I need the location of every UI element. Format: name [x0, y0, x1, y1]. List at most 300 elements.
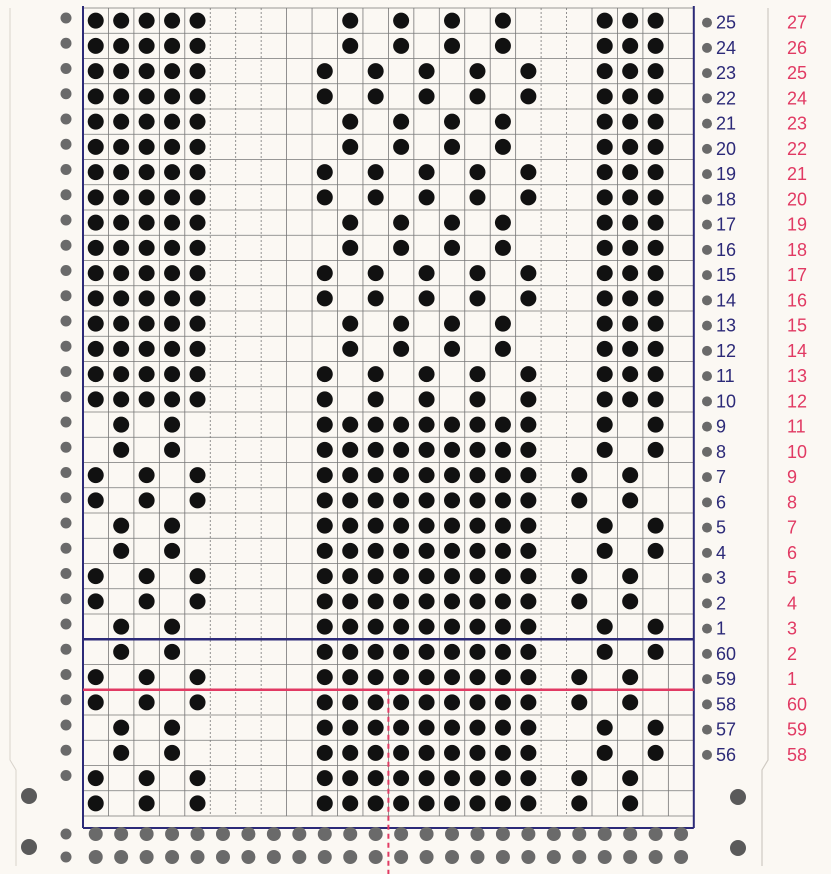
- sprocket-hole-right: [702, 194, 712, 204]
- sprocket-hole-right: [702, 472, 712, 482]
- row-number-secondary: 4: [787, 593, 798, 614]
- punched-hole: [419, 745, 435, 761]
- row-number-secondary: 59: [787, 719, 808, 740]
- punched-hole: [393, 795, 409, 811]
- row-number-secondary: 60: [787, 694, 808, 715]
- punched-hole: [571, 669, 587, 685]
- sprocket-hole-bottom: [318, 850, 332, 864]
- punched-hole: [190, 492, 206, 508]
- punched-hole: [495, 720, 511, 736]
- sprocket-hole-left: [61, 518, 72, 529]
- punched-hole: [444, 240, 460, 256]
- punched-hole: [88, 492, 104, 508]
- punched-hole: [622, 38, 638, 54]
- punched-hole: [444, 316, 460, 332]
- sprocket-hole-left: [61, 13, 72, 24]
- row-number-secondary: 19: [787, 214, 808, 235]
- punched-hole: [342, 38, 358, 54]
- sprocket-hole-left: [61, 442, 72, 453]
- sprocket-hole-right: [702, 43, 712, 53]
- sprocket-hole-right: [702, 321, 712, 331]
- punched-hole: [164, 164, 180, 180]
- row-number-secondary: 22: [787, 138, 808, 159]
- punched-hole: [520, 391, 536, 407]
- punched-hole: [648, 88, 664, 104]
- punched-hole: [495, 669, 511, 685]
- punched-hole: [520, 417, 536, 433]
- sprocket-hole-left: [61, 139, 72, 150]
- punched-hole: [190, 770, 206, 786]
- punched-hole: [648, 619, 664, 635]
- punched-hole: [368, 391, 384, 407]
- row-number-primary: 22: [716, 88, 737, 109]
- punched-hole: [648, 38, 664, 54]
- punched-hole: [393, 619, 409, 635]
- punched-hole: [648, 139, 664, 155]
- sprocket-hole-bottom: [394, 850, 408, 864]
- punched-hole: [342, 568, 358, 584]
- punched-hole: [368, 290, 384, 306]
- punched-hole: [469, 88, 485, 104]
- sprocket-hole-left: [61, 720, 72, 731]
- punched-hole: [88, 366, 104, 382]
- sprocket-hole-left: [61, 265, 72, 276]
- punched-hole: [317, 518, 333, 534]
- punched-hole: [495, 593, 511, 609]
- punched-hole: [342, 795, 358, 811]
- sprocket-hole-left: [61, 694, 72, 705]
- punched-hole: [495, 568, 511, 584]
- punched-hole: [495, 341, 511, 357]
- punched-hole: [139, 593, 155, 609]
- punched-hole: [444, 568, 460, 584]
- punched-hole: [368, 619, 384, 635]
- punched-hole: [368, 593, 384, 609]
- punched-hole: [622, 63, 638, 79]
- punched-hole: [469, 644, 485, 660]
- row-number-primary: 25: [716, 12, 737, 33]
- punched-hole: [368, 543, 384, 559]
- punched-hole: [444, 13, 460, 29]
- sprocket-hole-right: [702, 725, 712, 735]
- sprocket-hole-right: [702, 371, 712, 381]
- punched-hole: [495, 795, 511, 811]
- sprocket-hole-left: [61, 770, 72, 781]
- punched-hole: [648, 290, 664, 306]
- punched-hole: [190, 366, 206, 382]
- punched-hole: [622, 391, 638, 407]
- punched-hole: [139, 63, 155, 79]
- punched-hole: [368, 417, 384, 433]
- sprocket-hole-bottom: [394, 827, 408, 841]
- row-number-primary: 2: [716, 593, 727, 614]
- sprocket-hole-bottom: [292, 827, 306, 841]
- punched-hole: [139, 189, 155, 205]
- row-number-primary: 60: [716, 643, 737, 664]
- punched-hole: [139, 316, 155, 332]
- punched-hole: [495, 770, 511, 786]
- row-number-secondary: 9: [787, 467, 798, 488]
- punched-hole: [622, 164, 638, 180]
- punched-hole: [317, 543, 333, 559]
- punched-hole: [622, 189, 638, 205]
- punched-hole: [469, 745, 485, 761]
- punched-hole: [190, 114, 206, 130]
- punched-hole: [622, 139, 638, 155]
- punched-hole: [648, 391, 664, 407]
- punched-hole: [113, 13, 129, 29]
- punched-hole: [113, 543, 129, 559]
- punched-hole: [190, 139, 206, 155]
- punched-hole: [469, 568, 485, 584]
- punched-hole: [317, 720, 333, 736]
- corner-sprocket-hole: [730, 840, 746, 856]
- row-number-secondary: 5: [787, 568, 798, 589]
- sprocket-hole-left: [61, 543, 72, 554]
- punched-hole: [317, 189, 333, 205]
- sprocket-hole-bottom: [420, 827, 434, 841]
- row-number-secondary: 24: [787, 88, 808, 109]
- punched-hole: [190, 290, 206, 306]
- punched-hole: [597, 139, 613, 155]
- sprocket-hole-right: [702, 220, 712, 230]
- punched-hole: [571, 770, 587, 786]
- punched-hole: [139, 13, 155, 29]
- sprocket-hole-left: [61, 593, 72, 604]
- punched-hole: [190, 13, 206, 29]
- punched-hole: [444, 215, 460, 231]
- punched-hole: [368, 164, 384, 180]
- sprocket-hole-right: [702, 270, 712, 280]
- punched-hole: [597, 543, 613, 559]
- punched-hole: [139, 215, 155, 231]
- punched-hole: [419, 391, 435, 407]
- sprocket-hole-left: [61, 189, 72, 200]
- punched-hole: [622, 770, 638, 786]
- punched-hole: [419, 189, 435, 205]
- punched-hole: [419, 568, 435, 584]
- punched-hole: [444, 492, 460, 508]
- punched-hole: [622, 795, 638, 811]
- punched-hole: [113, 114, 129, 130]
- sprocket-hole-bottom: [89, 827, 103, 841]
- punched-hole: [113, 644, 129, 660]
- punched-hole: [342, 341, 358, 357]
- punched-hole: [648, 13, 664, 29]
- sprocket-hole-right: [702, 93, 712, 103]
- punched-hole: [571, 568, 587, 584]
- punched-hole: [139, 265, 155, 281]
- row-number-primary: 11: [716, 366, 735, 387]
- punched-hole: [190, 795, 206, 811]
- punched-hole: [113, 619, 129, 635]
- punched-hole: [419, 417, 435, 433]
- sprocket-hole-bottom: [572, 827, 586, 841]
- punched-hole: [571, 795, 587, 811]
- punched-hole: [368, 63, 384, 79]
- punched-hole: [139, 391, 155, 407]
- row-number-primary: 3: [716, 568, 727, 589]
- row-number-primary: 18: [716, 189, 737, 210]
- punched-hole: [495, 240, 511, 256]
- punched-hole: [597, 63, 613, 79]
- punched-hole: [648, 518, 664, 534]
- sprocket-hole-right: [702, 68, 712, 78]
- sprocket-hole-bottom: [547, 827, 561, 841]
- row-number-secondary: 21: [787, 164, 808, 185]
- punched-hole: [164, 114, 180, 130]
- punched-hole: [444, 795, 460, 811]
- punched-hole: [648, 189, 664, 205]
- punched-hole: [419, 593, 435, 609]
- punched-hole: [393, 543, 409, 559]
- punched-hole: [88, 38, 104, 54]
- punched-hole: [342, 139, 358, 155]
- card-edge: [762, 8, 768, 866]
- punched-hole: [495, 644, 511, 660]
- punched-hole: [419, 669, 435, 685]
- punched-hole: [597, 240, 613, 256]
- punched-hole: [469, 795, 485, 811]
- row-number-secondary: 6: [787, 542, 798, 563]
- punched-hole: [648, 164, 664, 180]
- sprocket-hole-right: [702, 396, 712, 406]
- punched-hole: [393, 720, 409, 736]
- punched-hole: [571, 694, 587, 710]
- punched-hole: [393, 694, 409, 710]
- punched-hole: [139, 290, 155, 306]
- punched-hole: [419, 442, 435, 458]
- punched-hole: [597, 417, 613, 433]
- sprocket-hole-bottom: [267, 827, 281, 841]
- punched-hole: [139, 139, 155, 155]
- punched-hole: [393, 13, 409, 29]
- punched-hole: [164, 442, 180, 458]
- sprocket-hole-left: [61, 114, 72, 125]
- punched-hole: [317, 644, 333, 660]
- row-number-secondary: 27: [787, 12, 808, 33]
- punched-hole: [342, 467, 358, 483]
- sprocket-hole-bottom: [521, 827, 535, 841]
- sprocket-hole-left: [61, 568, 72, 579]
- punched-hole: [622, 290, 638, 306]
- punched-hole: [342, 745, 358, 761]
- punched-hole: [444, 593, 460, 609]
- punched-hole: [393, 215, 409, 231]
- punched-hole: [190, 568, 206, 584]
- row-number-primary: 21: [716, 113, 737, 134]
- punched-hole: [648, 417, 664, 433]
- punched-hole: [393, 745, 409, 761]
- sprocket-hole-left: [61, 467, 72, 478]
- punched-hole: [444, 114, 460, 130]
- punched-hole: [444, 619, 460, 635]
- sprocket-hole-bottom: [343, 850, 357, 864]
- sprocket-hole-bottom: [369, 850, 383, 864]
- row-number-secondary: 16: [787, 290, 808, 311]
- punched-hole: [342, 442, 358, 458]
- punched-hole: [597, 265, 613, 281]
- punched-hole: [597, 619, 613, 635]
- punched-hole: [317, 669, 333, 685]
- sprocket-hole-bottom: [165, 850, 179, 864]
- punched-hole: [88, 114, 104, 130]
- sprocket-hole-bottom: [521, 850, 535, 864]
- punched-hole: [597, 644, 613, 660]
- punched-hole: [88, 139, 104, 155]
- punched-hole: [368, 694, 384, 710]
- sprocket-hole-bottom: [216, 850, 230, 864]
- punched-hole: [139, 467, 155, 483]
- punched-hole: [622, 114, 638, 130]
- punched-hole: [648, 114, 664, 130]
- punched-hole: [571, 492, 587, 508]
- row-number-primary: 1: [716, 618, 727, 639]
- punched-hole: [88, 770, 104, 786]
- punched-hole: [164, 417, 180, 433]
- punched-hole: [164, 341, 180, 357]
- sprocket-hole-left: [61, 417, 72, 428]
- sprocket-hole-right: [702, 750, 712, 760]
- sprocket-hole-right: [702, 447, 712, 457]
- sprocket-hole-right: [702, 523, 712, 533]
- punched-hole: [317, 265, 333, 281]
- punched-hole: [622, 88, 638, 104]
- punched-hole: [317, 593, 333, 609]
- punched-hole: [648, 644, 664, 660]
- punched-hole: [139, 366, 155, 382]
- row-number-primary: 14: [716, 290, 737, 311]
- punched-hole: [495, 215, 511, 231]
- punched-hole: [164, 189, 180, 205]
- sprocket-hole-bottom: [114, 827, 128, 841]
- punched-hole: [469, 669, 485, 685]
- punched-hole: [520, 745, 536, 761]
- punched-hole: [597, 88, 613, 104]
- punched-hole: [469, 366, 485, 382]
- punched-hole: [444, 341, 460, 357]
- punched-hole: [597, 341, 613, 357]
- punched-hole: [342, 240, 358, 256]
- punched-hole: [469, 189, 485, 205]
- punched-hole: [648, 366, 664, 382]
- punched-hole: [139, 88, 155, 104]
- punched-hole: [113, 366, 129, 382]
- punched-hole: [469, 265, 485, 281]
- punched-hole: [393, 38, 409, 54]
- punched-hole: [469, 442, 485, 458]
- punched-hole: [317, 63, 333, 79]
- punched-hole: [190, 341, 206, 357]
- row-number-primary: 6: [716, 492, 727, 513]
- punched-hole: [597, 720, 613, 736]
- punched-hole: [113, 442, 129, 458]
- punched-hole: [520, 189, 536, 205]
- punched-hole: [164, 619, 180, 635]
- punched-hole: [393, 568, 409, 584]
- punched-hole: [469, 720, 485, 736]
- punched-hole: [444, 644, 460, 660]
- punched-hole: [419, 795, 435, 811]
- punched-hole: [571, 593, 587, 609]
- punched-hole: [88, 669, 104, 685]
- sprocket-hole-bottom: [470, 850, 484, 864]
- punched-hole: [495, 492, 511, 508]
- sprocket-hole-bottom: [292, 850, 306, 864]
- punched-hole: [469, 164, 485, 180]
- punched-hole: [469, 417, 485, 433]
- punched-hole: [342, 13, 358, 29]
- sprocket-hole-bottom: [191, 850, 205, 864]
- sprocket-hole-left: [61, 391, 72, 402]
- punched-hole: [164, 63, 180, 79]
- punched-hole: [368, 492, 384, 508]
- punched-hole: [495, 139, 511, 155]
- punched-hole: [571, 467, 587, 483]
- punched-hole: [520, 492, 536, 508]
- sprocket-hole-left: [61, 492, 72, 503]
- punched-hole: [495, 694, 511, 710]
- sprocket-hole-bottom: [241, 827, 255, 841]
- row-number-primary: 57: [716, 719, 737, 740]
- row-number-primary: 4: [716, 542, 727, 563]
- sprocket-hole-left: [61, 38, 72, 49]
- punched-hole: [342, 593, 358, 609]
- punched-hole: [342, 215, 358, 231]
- punched-hole: [597, 13, 613, 29]
- punched-hole: [648, 63, 664, 79]
- punched-hole: [520, 518, 536, 534]
- punched-hole: [139, 240, 155, 256]
- punched-hole: [393, 518, 409, 534]
- punched-hole: [88, 164, 104, 180]
- sprocket-hole-bottom: [267, 850, 281, 864]
- punched-hole: [419, 265, 435, 281]
- sprocket-hole-left: [61, 745, 72, 756]
- corner-sprocket-hole: [21, 839, 37, 855]
- punched-hole: [393, 467, 409, 483]
- row-number-primary: 24: [716, 37, 737, 58]
- punched-hole: [393, 593, 409, 609]
- punched-hole: [342, 694, 358, 710]
- row-number-secondary: 58: [787, 744, 808, 765]
- punched-hole: [317, 467, 333, 483]
- punched-hole: [648, 442, 664, 458]
- row-number-primary: 58: [716, 694, 737, 715]
- row-number-secondary: 18: [787, 239, 808, 260]
- punched-hole: [139, 694, 155, 710]
- punched-hole: [419, 492, 435, 508]
- punched-hole: [342, 720, 358, 736]
- punched-hole: [190, 669, 206, 685]
- punched-hole: [88, 240, 104, 256]
- row-number-secondary: 17: [787, 265, 808, 286]
- punched-hole: [368, 745, 384, 761]
- punched-hole: [622, 669, 638, 685]
- punched-hole: [88, 316, 104, 332]
- sprocket-hole-bottom: [89, 850, 103, 864]
- punched-hole: [597, 391, 613, 407]
- punched-hole: [139, 795, 155, 811]
- sprocket-hole-right: [702, 548, 712, 558]
- punched-hole: [88, 215, 104, 231]
- punched-hole: [419, 290, 435, 306]
- punched-hole: [444, 38, 460, 54]
- row-number-primary: 23: [716, 63, 737, 84]
- punched-hole: [164, 215, 180, 231]
- punched-hole: [469, 518, 485, 534]
- punched-hole: [444, 518, 460, 534]
